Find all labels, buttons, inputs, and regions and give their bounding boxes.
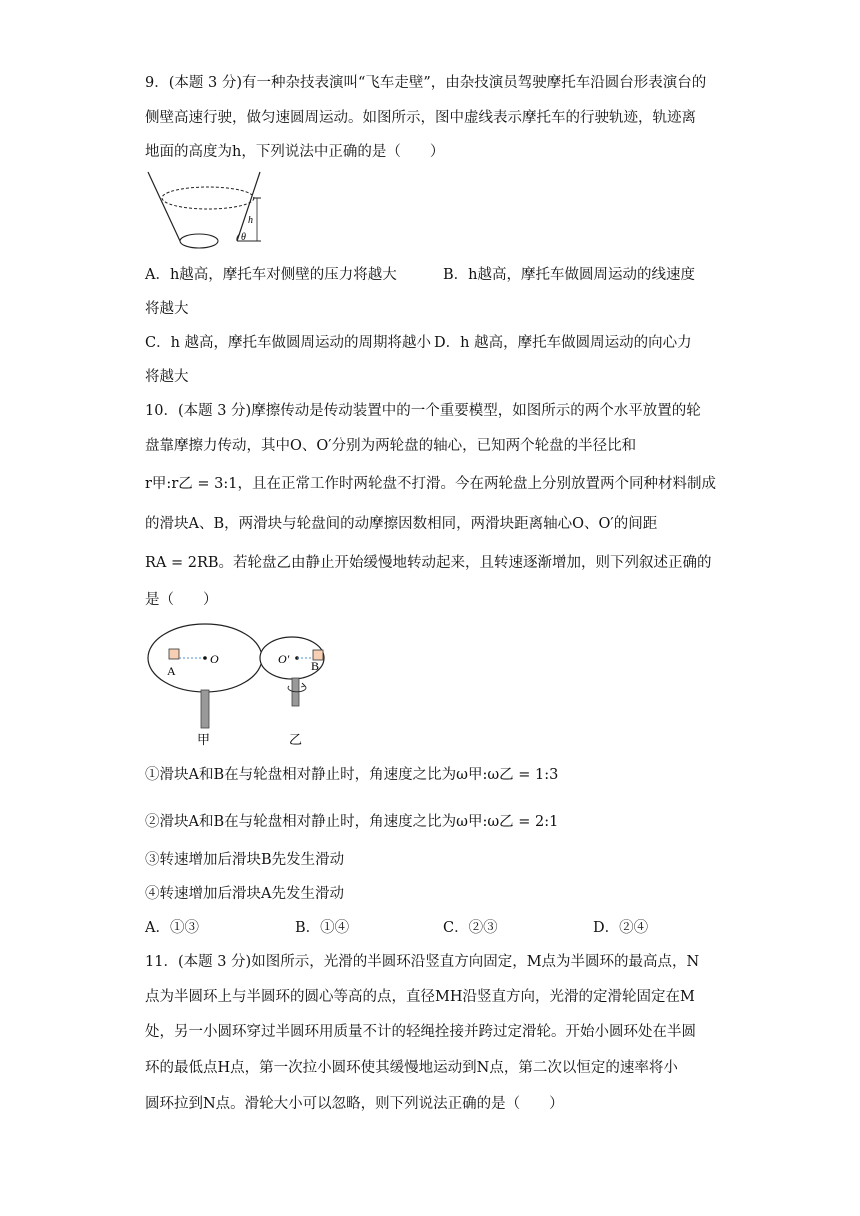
- q9-option-c: C．h 越高，摩托车做圆周运动的周期将越小: [145, 335, 432, 351]
- q10-fig-jia-label: 甲: [197, 732, 211, 747]
- q10-fig-a-label: A: [167, 664, 176, 678]
- q9-line-1: 9．(本题 3 分)有一种杂技表演叫“飞车走壁”，由杂技演员驾驶摩托车沿圆台形表演台的: [145, 75, 707, 91]
- q11-line-5: 圆环拉到N点。滑轮大小可以忽略，则下列说法正确的是（ ）: [145, 1096, 564, 1112]
- q10-line-2: 盘靠摩擦力传动，其中O、O′分别为两轮盘的轴心，已知两个轮盘的半径比和: [145, 438, 637, 454]
- q9-frustum-figure: [145, 168, 265, 254]
- q10-line-4: 的滑块A、B，两滑块与轮盘间的动摩擦因数相同，两滑块距离轴心O、O′的间距: [145, 516, 658, 532]
- q10-line-1: 10．(本题 3 分)摩擦传动是传动装置中的一个重要模型，如图所示的两个水平放置的轮: [145, 403, 701, 419]
- q9-line-3: 地面的高度为h，下列说法中正确的是（ ）: [145, 144, 445, 160]
- q9-line-2: 侧壁高速行驶，做匀速圆周运动。如图所示，图中虚线表示摩托车的行驶轨迹，轨迹离: [145, 110, 696, 126]
- q10-line-3: r甲:r乙 = 3:1，且在正常工作时两轮盘不打滑。今在两轮盘上分别放置两个同种材料制成: [145, 476, 716, 492]
- q9-option-d: D．h 越高，摩托车做圆周运动的向心力: [434, 335, 692, 351]
- q9-option-d-cont: 将越大: [145, 369, 189, 385]
- q10-statement-4: ④转速增加后滑块A先发生滑动: [145, 886, 344, 902]
- q11-line-2: 点为半圆环上与半圆环的圆心等高的点，直径MH沿竖直方向，光滑的定滑轮固定在M: [145, 989, 695, 1005]
- q9-fig-theta-label: θ: [241, 232, 246, 243]
- q10-option-d: D．②④: [593, 920, 649, 936]
- q10-fig-b-label: B: [311, 659, 320, 673]
- q10-line-5: RA = 2RB。若轮盘乙由静止开始缓慢地转动起来，且转速逐渐增加，则下列叙述正确的: [145, 555, 712, 571]
- q10-statement-3: ③转速增加后滑块B先发生滑动: [145, 852, 345, 868]
- q10-statement-2: ②滑块A和B在与轮盘相对静止时，角速度之比为ω甲:ω乙 = 2:1: [145, 814, 559, 830]
- q9-fig-h-label: h: [248, 215, 253, 226]
- q10-option-c: C．②③: [443, 920, 498, 936]
- q10-option-a: A．①③: [145, 920, 199, 936]
- q10-wheels-figure: [145, 620, 345, 750]
- q10-fig-o-label: O: [210, 652, 219, 666]
- q9-option-b: B．h越高，摩托车做圆周运动的线速度: [443, 267, 695, 283]
- q10-fig-o2-label: O′: [278, 652, 290, 666]
- q11-line-4: 环的最低点H点，第一次拉小圆环使其缓慢地运动到N点，第二次以恒定的速率将小: [145, 1060, 678, 1076]
- q11-line-1: 11．(本题 3 分)如图所示，光滑的半圆环沿竖直方向固定，M点为半圆环的最高点，N: [145, 954, 700, 970]
- q10-option-b: B．①④: [295, 920, 350, 936]
- slider-a: [169, 649, 179, 659]
- q9-option-b-cont: 将越大: [145, 301, 189, 317]
- q10-fig-yi-label: 乙: [289, 732, 303, 747]
- q9-option-a: A．h越高，摩托车对侧壁的压力将越大: [145, 267, 397, 283]
- q10-line-6: 是（ ）: [145, 592, 218, 608]
- q11-line-3: 处，另一小圆环穿过半圆环用质量不计的轻绳拴接并跨过定滑轮。开始小圆环处在半圆: [145, 1024, 696, 1040]
- q10-statement-1: ①滑块A和B在与轮盘相对静止时，角速度之比为ω甲:ω乙 = 1:3: [145, 767, 559, 783]
